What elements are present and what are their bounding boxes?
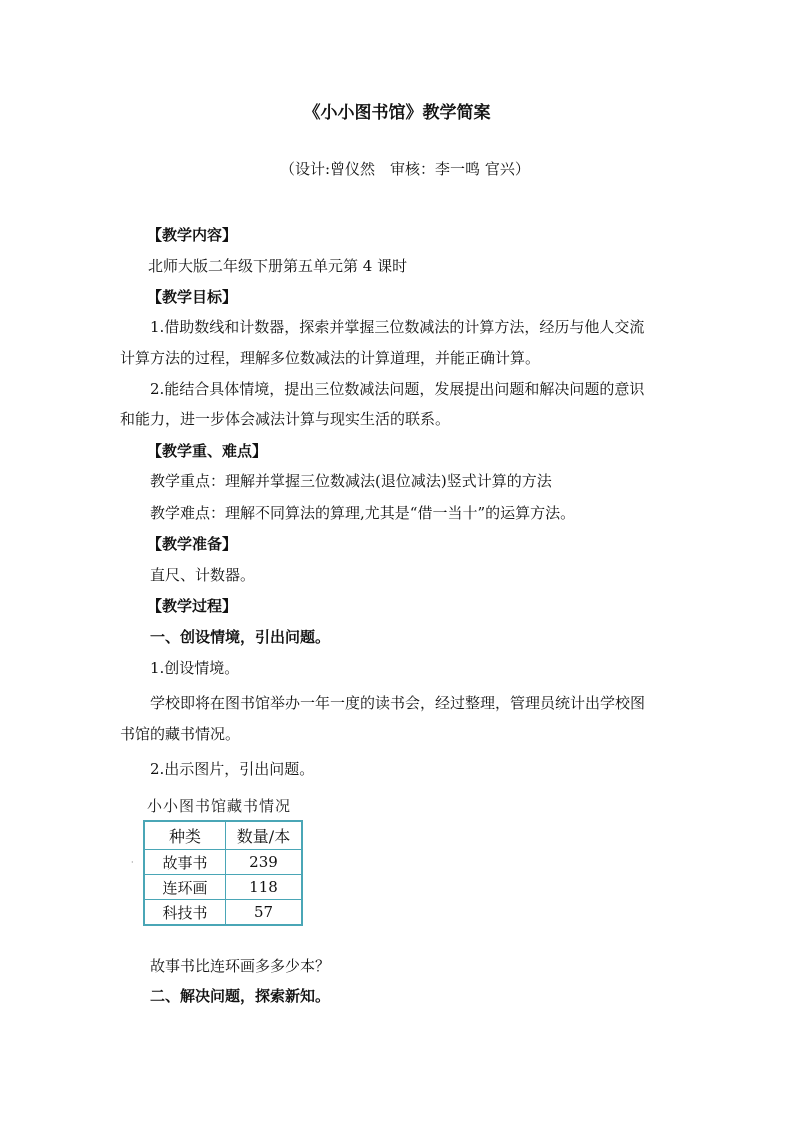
- table-cell-category: 故事书: [144, 850, 226, 875]
- goal-1-line-1: 1.借助数线和计数器，探索并掌握三位数减法的计算方法，经历与他人交流: [150, 318, 645, 336]
- table-cell-quantity: 57: [226, 900, 303, 926]
- step-1-item-1: 1.创设情境。: [150, 659, 240, 677]
- table-cell-quantity: 239: [226, 850, 303, 875]
- goal-1-line-2: 计算方法的过程，理解多位数减法的计算道理，并能正确计算。: [120, 349, 541, 367]
- table-row: [144, 850, 302, 875]
- section-head-prep: 【教学准备】: [147, 535, 238, 553]
- section-head-process: 【教学过程】: [147, 597, 238, 615]
- step-2-heading: 二、解决问题，探索新知。: [150, 987, 331, 1005]
- table-header-category: 种类: [144, 821, 226, 850]
- key-point-text: 教学重点：理解并掌握三位数减法(退位减法)竖式计算的方法: [150, 472, 552, 490]
- table-row: [144, 900, 302, 926]
- content-text: 北师大版二年级下册第五单元第 4 课时: [148, 257, 408, 275]
- step-1-item-2: 2.出示图片，引出问题。: [150, 760, 315, 778]
- figure-caption: 小小图书馆藏书情况: [147, 797, 292, 815]
- table-cell-quantity: 118: [226, 875, 303, 900]
- step-1-heading: 一、创设情境，引出问题。: [150, 628, 331, 646]
- step-1-text-line-1: 学校即将在图书馆举办一年一度的读书会，经过整理，管理员统计出学校图: [150, 694, 646, 712]
- section-head-key-points: 【教学重、难点】: [147, 442, 268, 460]
- stray-dot: ·: [131, 858, 134, 867]
- goal-2-line-1: 2.能结合具体情境，提出三位数减法问题，发展提出问题和解决问题的意识: [150, 380, 645, 398]
- section-head-content: 【教学内容】: [147, 226, 238, 244]
- table-header-quantity: 数量/本: [226, 821, 303, 850]
- prep-text: 直尺、计数器。: [150, 566, 256, 584]
- section-head-goals: 【教学目标】: [147, 288, 238, 306]
- credits: （设计:曾仪然 审核：李一鸣 官兴）: [280, 160, 530, 178]
- step-1-text-line-2: 书馆的藏书情况。: [120, 725, 241, 743]
- library-books-table: [143, 820, 303, 926]
- table-row: [144, 875, 302, 900]
- table-header-row: [144, 821, 302, 850]
- table-cell-category: 科技书: [144, 900, 226, 926]
- page-title: 《小小图书馆》教学简案: [303, 103, 491, 123]
- table-cell-category: 连环画: [144, 875, 226, 900]
- goal-2-line-2: 和能力，进一步体会减法计算与现实生活的联系。: [120, 410, 451, 428]
- question-text: 故事书比连环画多多少本？: [150, 957, 331, 975]
- difficult-point-text: 教学难点：理解不同算法的算理,尤其是“借一当十”的运算方法。: [150, 504, 576, 522]
